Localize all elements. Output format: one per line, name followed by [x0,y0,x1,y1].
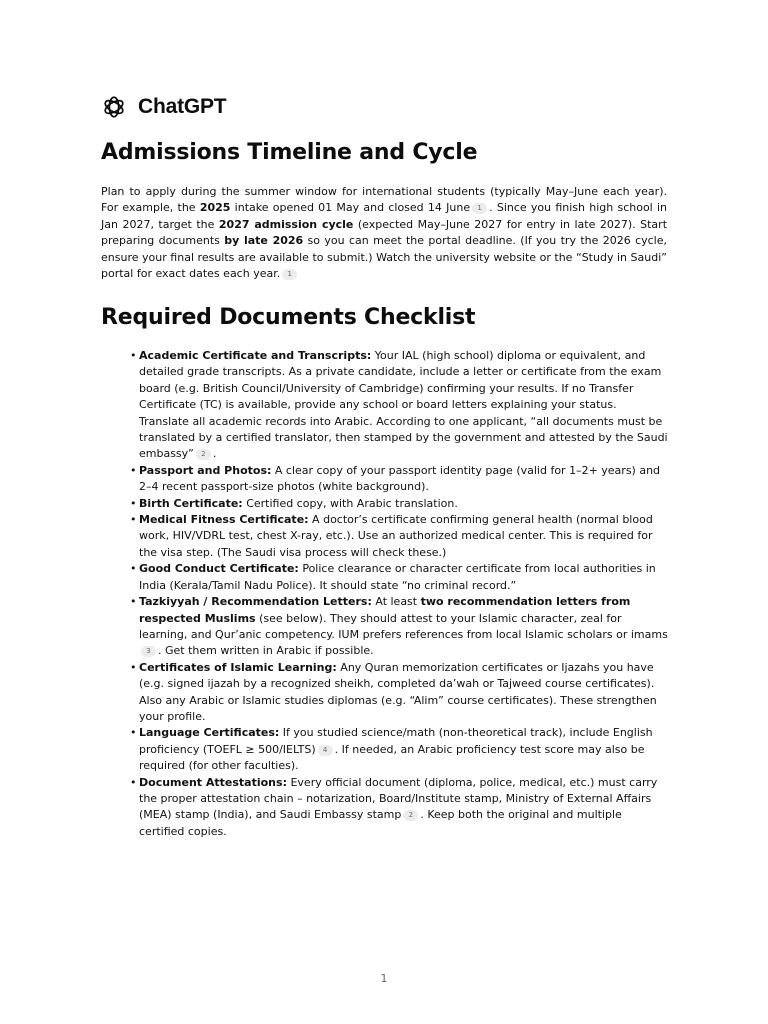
para-text: so you can meet the portal deadline. (If you try the 2026 cycle, ensure your final results are available to submit.) Watch the university website or the “Study in Saudi” portal for exact dates each year. [101,234,668,281]
para-bold: 2027 admission cycle [218,217,354,231]
item-text: Your IAL (high school) diploma or equivalent, and detailed grade transcripts. As a private candidate, include a letter or certificate from the exam board (e.g. British Council/University of Cambridge) confirming your results. If no Transfer Certificate (TC) is available, provide any school or board letters explaining your status. Translate all academic records into Arabic. According to one applicant, “all documents must be translated by a certified translator, then stamped by the government and attested by the Saudi embassy” [139,349,668,461]
item-label: Birth Certificate: [139,496,243,510]
citation-badge[interactable]: 2 [403,810,418,821]
heading-required-documents: Required Documents Checklist [101,305,476,330]
item-text: (see below). They should attest to your Islamic character, zeal for learning, and Qur’anic competency. IUM prefers references from local Islamic scholars or imams [139,611,668,641]
list-item [130,561,668,594]
item-label: Certificates of Islamic Learning: [139,660,337,674]
para-text: Plan to apply during the summer window for international students (typically May–June each year). For example, the [101,185,667,215]
item-text: Every official document (diploma, police, medical, etc.) must carry the proper attestation chain – notarization, Board/Institute stamp, Ministry of External Affairs (MEA) stamp (India), and Saudi Embassy stamp [139,775,658,822]
item-text: . [212,447,217,461]
item-label: Academic Certificate and Transcripts: [139,349,372,362]
item-text: . If needed, an Arabic proficiency test score may also be required (for other faculties). [139,742,645,773]
list-item [130,660,668,726]
item-text: Any Quran memorization certificates or Ijazahs you have (e.g. signed ijazah by a recognized sheikh, completed da’wah or Tajweed course certificates). Also any Arabic or Islamic studies diplomas (e.g. “Alim” course certificates). These strengthen your profile. [139,660,657,723]
item-text: . Get them written in Arabic if possible. [158,644,374,658]
list-item [130,496,668,512]
item-text: If you studied science/math (non-theoretical track), include English proficiency (TOEFL ≥ 500/IELTS) [139,726,653,756]
list-item [130,594,668,660]
citation-badge[interactable]: 1 [282,269,297,280]
item-bold: two recommendation letters from respected Muslims [139,595,631,625]
para-text: (expected May–June 2027 for entry in late 2027). Start preparing documents [101,217,668,248]
item-label: Passport and Photos: [139,463,272,477]
list-item [130,348,668,463]
item-text: A doctor’s certificate confirming general health (normal blood work, HIV/VDRL test, chest X-ray, etc.). Use an authorized medical center. This is required for the visa step. (The Saudi visa process will check these.) [139,513,653,559]
list-item [130,775,668,841]
brand-name: ChatGPT [138,95,227,118]
item-label: Medical Fitness Certificate: [139,513,309,527]
item-label: Document Attestations: [139,775,287,789]
citation-badge[interactable]: 2 [196,449,211,460]
list-item [130,512,668,561]
para-bold: 2025 [199,201,231,215]
list-item [130,725,668,774]
item-text: At least [371,595,421,609]
openai-logo-icon [101,94,127,120]
page-number: 1 [380,972,388,985]
citation-badge[interactable]: 1 [472,203,487,214]
item-label: Good Conduct Certificate: [139,562,299,576]
list-item [130,463,668,496]
item-text: A clear copy of your passport identity page (valid for 1–2+ years) and 2–4 recent passport-size photos (white background). [139,463,661,494]
item-text: Police clearance or character certificate from local authorities in India (Kerala/Tamil Nadu Police). It should state “no criminal record.” [139,562,656,592]
item-label: Tazkiyyah / Recommendation Letters: [139,595,372,609]
item-label: Language Certificates: [139,726,280,740]
citation-badge[interactable]: 3 [141,646,156,657]
timeline-paragraph [101,184,667,282]
chatgpt-logo [101,94,226,120]
para-bold: by late 2026 [224,234,304,248]
item-text: Certified copy, with Arabic translation. [242,496,458,510]
heading-admissions-timeline: Admissions Timeline and Cycle [101,140,478,165]
documents-checklist [130,348,668,840]
para-text: . Since you finish high school in Jan 2027, target the [101,201,668,231]
citation-badge[interactable]: 4 [318,745,333,756]
item-text: . Keep both the original and multiple certified copies. [139,808,622,838]
para-text: intake opened 01 May and closed 14 June [230,201,471,215]
